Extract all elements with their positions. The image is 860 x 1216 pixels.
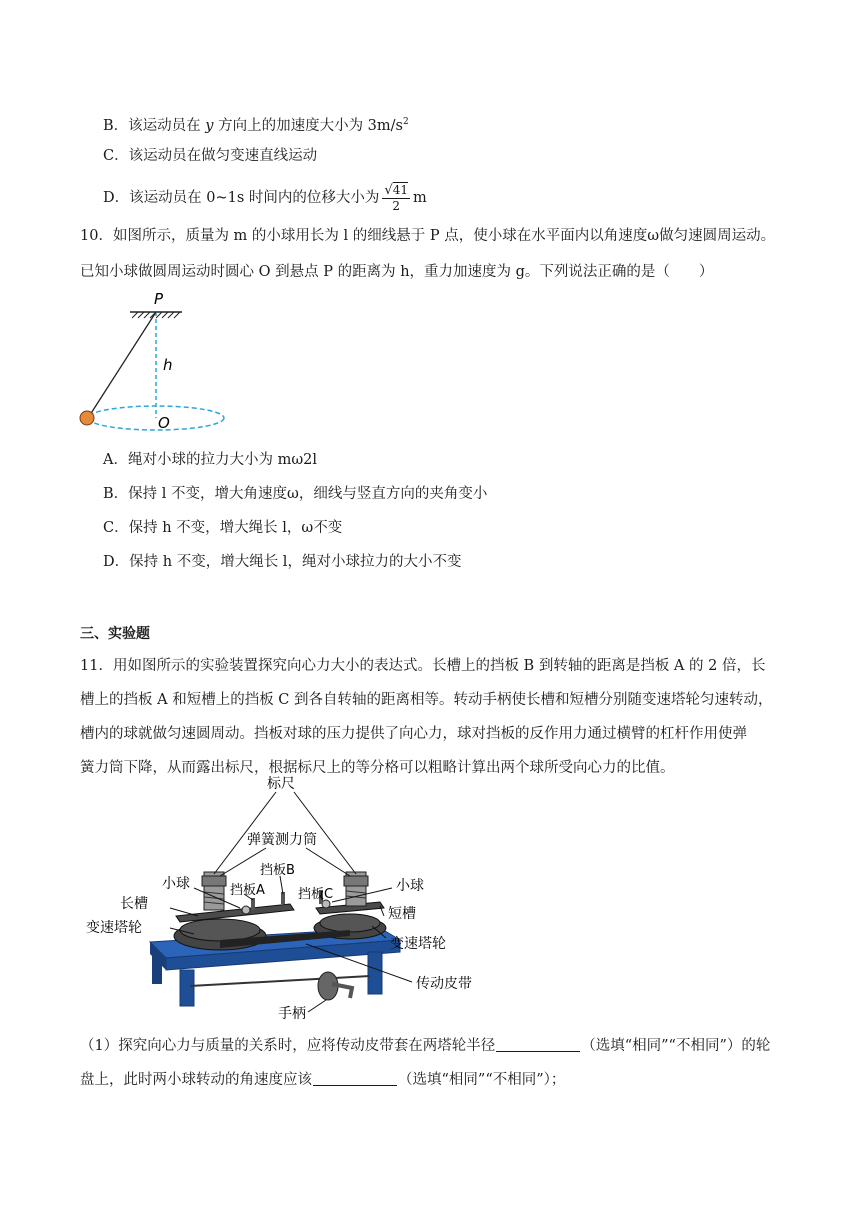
option-label: B． — [103, 486, 129, 502]
q10-option-c — [103, 518, 342, 538]
option-label: B． — [103, 117, 129, 134]
label-xiaoqiu-right: 小球 — [396, 878, 424, 894]
option-label: C． — [103, 148, 129, 164]
q10-option-b — [103, 484, 487, 504]
right-cylinder-cap — [344, 876, 368, 886]
sub1-line2-pre: 盘上，此时两小球转动的角速度应该 — [80, 1072, 312, 1088]
table-leg-front-left — [180, 970, 194, 1006]
sub1-text-post: （选填“相同”“不相同”）的轮 — [581, 1038, 771, 1054]
answer-blank-2[interactable] — [313, 1071, 397, 1086]
label-dangban-a: 挡板A — [230, 883, 265, 898]
option-text: 该运动员在 — [128, 117, 201, 134]
q10-pendulum-figure — [76, 288, 236, 436]
option-text: 保持 h 不变，增大绳长 l，ω不变 — [128, 520, 343, 536]
q11-sub1-line1 — [80, 1036, 770, 1056]
option-text: 保持 l 不变，增大角速度ω，细线与竖直方向的夹角变小 — [128, 486, 488, 502]
option-text-2: 方向上的加速度大小为 3m/s — [218, 117, 403, 134]
label-xiaoqiu-left: 小球 — [162, 876, 190, 892]
label-duancao: 短槽 — [388, 906, 416, 922]
option-label: A． — [103, 452, 128, 468]
label-shoubing: 手柄 — [278, 1006, 306, 1022]
left-cylinder-cap — [202, 876, 226, 886]
q10-stem-line2: 已知小球做圆周运动时圆心 O 到悬点 P 的距离为 h，重力加速度为 g。下列说法正确的是（ ） — [80, 264, 714, 280]
q11-stem-line3: 槽内的球就做匀速圆周动。挡板对球的压力提供了向心力，球对挡板的反作用力通过横臂的杠杆作用使弹 — [80, 726, 747, 742]
label-dangban-b: 挡板B — [260, 863, 295, 878]
ball — [80, 411, 94, 425]
fraction-denominator: 2 — [392, 199, 401, 213]
table-leg-back-left — [152, 954, 162, 984]
option-text: 保持 h 不变，增大绳长 l，绳对小球拉力的大小不变 — [129, 554, 462, 570]
q10-option-d — [103, 552, 461, 572]
q9-option-b — [103, 112, 409, 136]
table-leg-front-right — [368, 952, 382, 994]
variable-y: y — [205, 117, 214, 134]
label-biansu-right: 变速塔轮 — [390, 936, 446, 952]
option-label: D． — [103, 554, 130, 570]
sub1-text-pre: （1）探究向心力与质量的关系时，应将传动皮带套在两塔轮半径 — [80, 1038, 496, 1054]
label-pidai: 传动皮带 — [416, 976, 472, 992]
q11-stem-line2: 槽上的挡板 A 和短槽上的挡板 C 到各自转轴的距离相等。转动手柄使长槽和短槽分别随变速塔轮匀速转动， — [80, 692, 773, 708]
label-o: O — [158, 414, 170, 432]
sub1-line2-post: （选填“相同”“不相同”）； — [398, 1072, 566, 1088]
option-text: 绳对小球的拉力大小为 mω2l — [127, 452, 318, 468]
option-text: 该运动员在 0~1s 时间内的位移大小为 — [129, 190, 380, 206]
label-biansu-left: 变速塔轮 — [86, 920, 142, 936]
label-biaochi: 标尺 — [267, 776, 295, 792]
fraction — [382, 183, 410, 213]
q10-option-a — [103, 450, 317, 470]
q11-apparatus-figure — [80, 776, 500, 1026]
left-pulley-tier — [180, 919, 260, 941]
option-label: D． — [103, 190, 130, 206]
label-changcao: 长槽 — [120, 896, 148, 912]
label-dangban-c: 挡板C — [298, 887, 334, 902]
option-label: C． — [103, 520, 129, 536]
string-line — [88, 312, 156, 418]
unit: m — [412, 190, 427, 206]
left-ball — [242, 906, 250, 914]
q9-option-c — [103, 146, 317, 166]
label-p: P — [154, 290, 164, 308]
answer-blank-1[interactable] — [496, 1037, 580, 1052]
right-pulley-tier — [320, 914, 380, 932]
q11-stem-line4: 簧力筒下降，从而露出标尺，根据标尺上的等分格可以粗略计算出两个球所受向心力的比值。 — [80, 760, 675, 776]
option-text: 该运动员在做匀变速直线运动 — [128, 148, 318, 164]
superscript: 2 — [403, 117, 409, 127]
label-tanhuang: 弹簧测力筒 — [247, 832, 317, 848]
label-h: h — [163, 356, 173, 374]
q11-sub1-line2 — [80, 1070, 565, 1090]
q10-stem-line1: 10．如图所示，质量为 m 的小球用长为 l 的细线悬于 P 点，使小球在水平面内以角速度ω做匀速圆周运动。 — [80, 228, 776, 244]
q9-option-d — [103, 180, 427, 216]
sqrt-sign: √ — [384, 183, 393, 198]
q11-stem-line1: 11．用如图所示的实验装置探究向心力大小的表达式。长槽上的挡板 B 到转轴的距离是挡板 A 的 2 倍，长 — [80, 658, 766, 674]
section-title: 三、实验题 — [80, 626, 150, 642]
fraction-numerator: 41 — [392, 183, 408, 197]
